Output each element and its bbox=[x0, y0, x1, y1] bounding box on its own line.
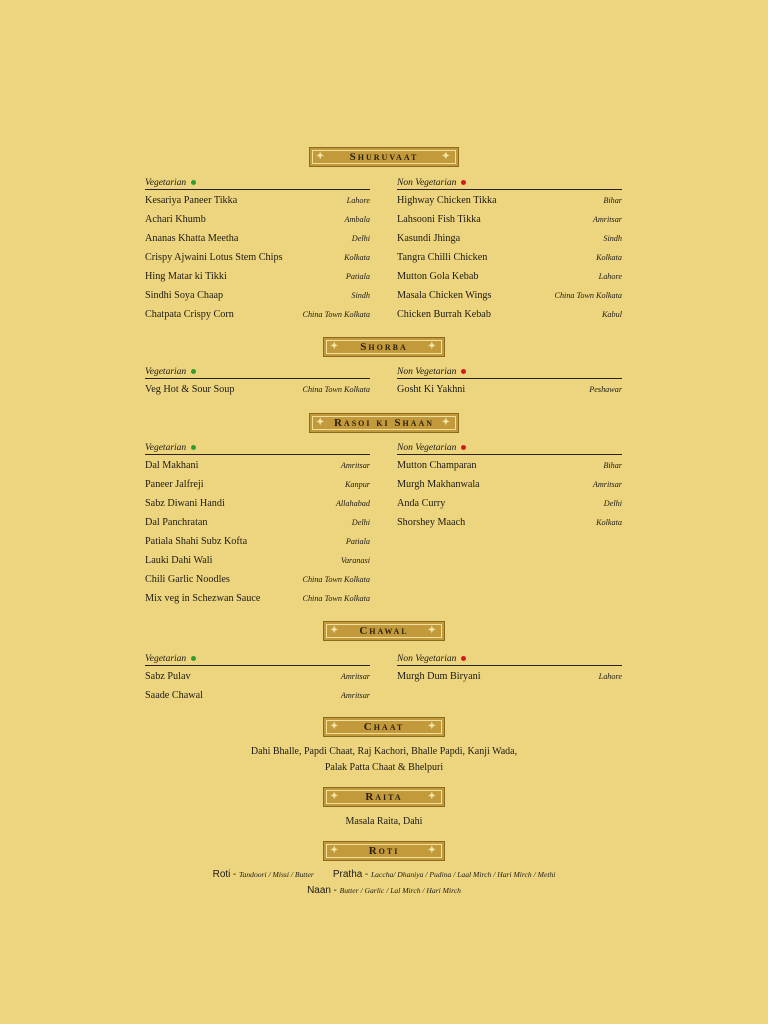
section-badge-rasoi-ki-shaan bbox=[309, 413, 459, 433]
section-badge-chawal bbox=[323, 621, 445, 641]
dish-origin: Sindh bbox=[351, 291, 370, 300]
dish-name: Mix veg in Schezwan Sauce bbox=[145, 593, 261, 604]
roti-line-1: Roti - Tandoori / Missi / Butter Pratha - Laccha/ Dhaniya / Pudina / Laal Mirch / Hari Mirch / Methi bbox=[212, 869, 556, 880]
dish-name: Crispy Ajwaini Lotus Stem Chips bbox=[145, 252, 283, 263]
diamond-ornament-icon: ✦ bbox=[441, 151, 452, 162]
veg-heading: Vegetarian bbox=[145, 652, 370, 666]
menu-item bbox=[397, 671, 622, 690]
naan-opts: Butter / Garlic / Lal Mirch / Hari Mirch bbox=[339, 886, 461, 895]
dish-name: Lahsooni Fish Tikka bbox=[397, 214, 481, 225]
dish-origin: Lahore bbox=[346, 196, 370, 205]
dish-origin: Kabul bbox=[601, 310, 622, 319]
section-badge-shuruvaat bbox=[309, 147, 459, 167]
dish-origin: Lahore bbox=[598, 272, 622, 281]
dish-name: Murgh Dum Biryani bbox=[397, 671, 481, 682]
diamond-ornament-icon: ✦ bbox=[427, 341, 438, 352]
dish-name: Lauki Dahi Wali bbox=[145, 555, 213, 566]
menu-item bbox=[145, 309, 370, 328]
dish-name: Veg Hot & Sour Soup bbox=[145, 384, 235, 395]
diamond-ornament-icon: ✦ bbox=[441, 417, 452, 428]
diamond-ornament-icon: ✦ bbox=[330, 721, 341, 732]
dish-origin: Kanpur bbox=[344, 480, 370, 489]
roti-opts: Tandoori / Missi / Butter bbox=[239, 870, 314, 879]
dish-origin: Amritsar bbox=[592, 480, 622, 489]
diamond-ornament-icon: ✦ bbox=[330, 845, 341, 856]
menu-item bbox=[397, 214, 622, 233]
menu-item bbox=[397, 195, 622, 214]
diamond-ornament-icon: ✦ bbox=[427, 791, 438, 802]
dish-name: Tangra Chilli Chicken bbox=[397, 252, 488, 263]
dish-origin: Patiala bbox=[345, 537, 370, 546]
diamond-ornament-icon: ✦ bbox=[316, 151, 327, 162]
veg-column bbox=[145, 176, 370, 328]
dish-name: Chili Garlic Noodles bbox=[145, 574, 230, 585]
dish-name: Dal Makhani bbox=[145, 460, 199, 471]
section-title: Shuruvaat bbox=[349, 151, 419, 163]
dish-origin: Bihar bbox=[603, 196, 622, 205]
roti-line-2: Naan - Butter / Garlic / Lal Mirch / Hari Mirch bbox=[307, 885, 461, 896]
dish-origin: China Town Kolkata bbox=[302, 310, 370, 319]
section-title: Chawal bbox=[359, 625, 409, 637]
dish-name: Gosht Ki Yakhni bbox=[397, 384, 466, 395]
dish-name: Saade Chawal bbox=[145, 690, 203, 701]
dish-name: Sindhi Soya Chaap bbox=[145, 290, 224, 301]
diamond-ornament-icon: ✦ bbox=[427, 845, 438, 856]
raita-line: Masala Raita, Dahi bbox=[345, 816, 423, 827]
veg-column bbox=[145, 365, 370, 403]
veg-heading: Vegetarian bbox=[145, 365, 370, 379]
dish-origin: Sindh bbox=[603, 234, 622, 243]
dish-name: Shorshey Maach bbox=[397, 517, 466, 528]
dish-origin: China Town Kolkata bbox=[302, 385, 370, 394]
diamond-ornament-icon: ✦ bbox=[427, 721, 438, 732]
menu-item bbox=[145, 517, 370, 536]
veg-dot-icon bbox=[191, 656, 196, 661]
section-title: Shorba bbox=[360, 341, 408, 353]
raita-description bbox=[0, 814, 768, 830]
dish-name: Mutton Champaran bbox=[397, 460, 477, 471]
menu-item bbox=[397, 290, 622, 309]
menu-item bbox=[397, 460, 622, 479]
menu-item bbox=[145, 384, 370, 403]
veg-dot-icon bbox=[191, 369, 196, 374]
dish-origin: Kolkata bbox=[596, 518, 622, 527]
nonveg-dot-icon bbox=[461, 445, 466, 450]
dish-origin: China Town Kolkata bbox=[554, 291, 622, 300]
menu-item bbox=[145, 593, 370, 612]
diamond-ornament-icon: ✦ bbox=[330, 625, 341, 636]
chaat-description bbox=[0, 744, 768, 776]
nonveg-column bbox=[397, 365, 622, 403]
chaat-line: Dahi Bhalle, Papdi Chaat, Raj Kachori, Bhalle Papdi, Kanji Wada, bbox=[250, 746, 518, 757]
dish-name: Ananas Khatta Meetha bbox=[145, 233, 239, 244]
naan-name: Naan bbox=[307, 885, 331, 896]
dish-origin: China Town Kolkata bbox=[302, 594, 370, 603]
veg-dot-icon bbox=[191, 445, 196, 450]
section-badge-raita bbox=[323, 787, 445, 807]
veg-dot-icon bbox=[191, 180, 196, 185]
menu-item bbox=[145, 671, 370, 690]
nonveg-heading: Non Vegetarian bbox=[397, 176, 622, 190]
pratha-opts: Laccha/ Dhaniya / Pudina / Laal Mirch / Hari Mirch / Methi bbox=[370, 870, 556, 879]
section-badge-chaat bbox=[323, 717, 445, 737]
menu-item bbox=[145, 574, 370, 593]
nonveg-column bbox=[397, 441, 622, 536]
menu-item bbox=[145, 290, 370, 309]
menu-item bbox=[397, 498, 622, 517]
dish-name: Paneer Jalfreji bbox=[145, 479, 204, 490]
menu-item bbox=[145, 233, 370, 252]
dish-origin: Allahabad bbox=[335, 499, 370, 508]
veg-heading: Vegetarian bbox=[145, 176, 370, 190]
dish-origin: Amritsar bbox=[340, 672, 370, 681]
nonveg-column bbox=[397, 652, 622, 690]
menu-item bbox=[397, 233, 622, 252]
menu-item bbox=[397, 517, 622, 536]
menu-item bbox=[397, 309, 622, 328]
dish-name: Chicken Burrah Kebab bbox=[397, 309, 491, 320]
menu-item bbox=[397, 252, 622, 271]
dish-name: Murgh Makhanwala bbox=[397, 479, 480, 490]
diamond-ornament-icon: ✦ bbox=[316, 417, 327, 428]
dish-name: Sabz Pulav bbox=[145, 671, 191, 682]
dish-name: Kesariya Paneer Tikka bbox=[145, 195, 238, 206]
dish-name: Masala Chicken Wings bbox=[397, 290, 492, 301]
nonveg-column bbox=[397, 176, 622, 328]
dish-origin: Peshawar bbox=[589, 385, 622, 394]
dish-origin: Ambala bbox=[344, 215, 370, 224]
menu-item bbox=[145, 555, 370, 574]
nonveg-heading: Non Vegetarian bbox=[397, 441, 622, 455]
section-badge-shorba bbox=[323, 337, 445, 357]
veg-column bbox=[145, 652, 370, 709]
chaat-line: Palak Patta Chaat & Bhelpuri bbox=[324, 762, 444, 773]
nonveg-heading: Non Vegetarian bbox=[397, 365, 622, 379]
section-title: Raita bbox=[365, 791, 403, 803]
dish-name: Dal Panchratan bbox=[145, 517, 208, 528]
dish-origin: Delhi bbox=[351, 234, 370, 243]
nonveg-dot-icon bbox=[461, 180, 466, 185]
menu-item bbox=[397, 479, 622, 498]
nonveg-dot-icon bbox=[461, 656, 466, 661]
diamond-ornament-icon: ✦ bbox=[330, 791, 341, 802]
dish-name: Achari Khumb bbox=[145, 214, 206, 225]
section-title: Rasoi ki Shaan bbox=[333, 417, 434, 429]
roti-name: Roti bbox=[212, 869, 231, 880]
menu-item bbox=[397, 271, 622, 290]
roti-options bbox=[0, 867, 768, 899]
dish-name: Hing Matar ki Tikki bbox=[145, 271, 227, 282]
dish-name: Highway Chicken Tikka bbox=[397, 195, 497, 206]
dish-origin: Amritsar bbox=[592, 215, 622, 224]
dish-name: Anda Curry bbox=[397, 498, 446, 509]
dish-origin: Amritsar bbox=[340, 461, 370, 470]
dish-name: Chatpata Crispy Corn bbox=[145, 309, 234, 320]
menu-item bbox=[145, 498, 370, 517]
dish-origin: Patiala bbox=[345, 272, 370, 281]
dish-origin: Varanasi bbox=[340, 556, 370, 565]
menu-item bbox=[145, 690, 370, 709]
dish-name: Mutton Gola Kebab bbox=[397, 271, 479, 282]
dish-origin: Amritsar bbox=[340, 691, 370, 700]
menu-item bbox=[397, 384, 622, 403]
veg-heading: Vegetarian bbox=[145, 441, 370, 455]
dish-origin: Bihar bbox=[603, 461, 622, 470]
nonveg-dot-icon bbox=[461, 369, 466, 374]
dish-name: Kasundi Jhinga bbox=[397, 233, 461, 244]
nonveg-heading: Non Vegetarian bbox=[397, 652, 622, 666]
section-title: Roti bbox=[368, 845, 400, 857]
section-title: Chaat bbox=[363, 721, 405, 733]
dish-name: Patiala Shahi Subz Kofta bbox=[145, 536, 248, 547]
dish-origin: Kolkata bbox=[596, 253, 622, 262]
menu-item bbox=[145, 271, 370, 290]
diamond-ornament-icon: ✦ bbox=[330, 341, 341, 352]
menu-item bbox=[145, 195, 370, 214]
veg-column bbox=[145, 441, 370, 612]
dish-origin: Delhi bbox=[351, 518, 370, 527]
menu-item bbox=[145, 460, 370, 479]
dish-origin: Delhi bbox=[603, 499, 622, 508]
menu-item bbox=[145, 536, 370, 555]
pratha-name: Pratha bbox=[332, 869, 363, 880]
dish-origin: Kolkata bbox=[344, 253, 370, 262]
menu-item bbox=[145, 252, 370, 271]
dish-name: Sabz Diwani Handi bbox=[145, 498, 225, 509]
dish-origin: China Town Kolkata bbox=[302, 575, 370, 584]
section-badge-roti bbox=[323, 841, 445, 861]
dish-origin: Lahore bbox=[598, 672, 622, 681]
menu-item bbox=[145, 479, 370, 498]
menu-item bbox=[145, 214, 370, 233]
diamond-ornament-icon: ✦ bbox=[427, 625, 438, 636]
